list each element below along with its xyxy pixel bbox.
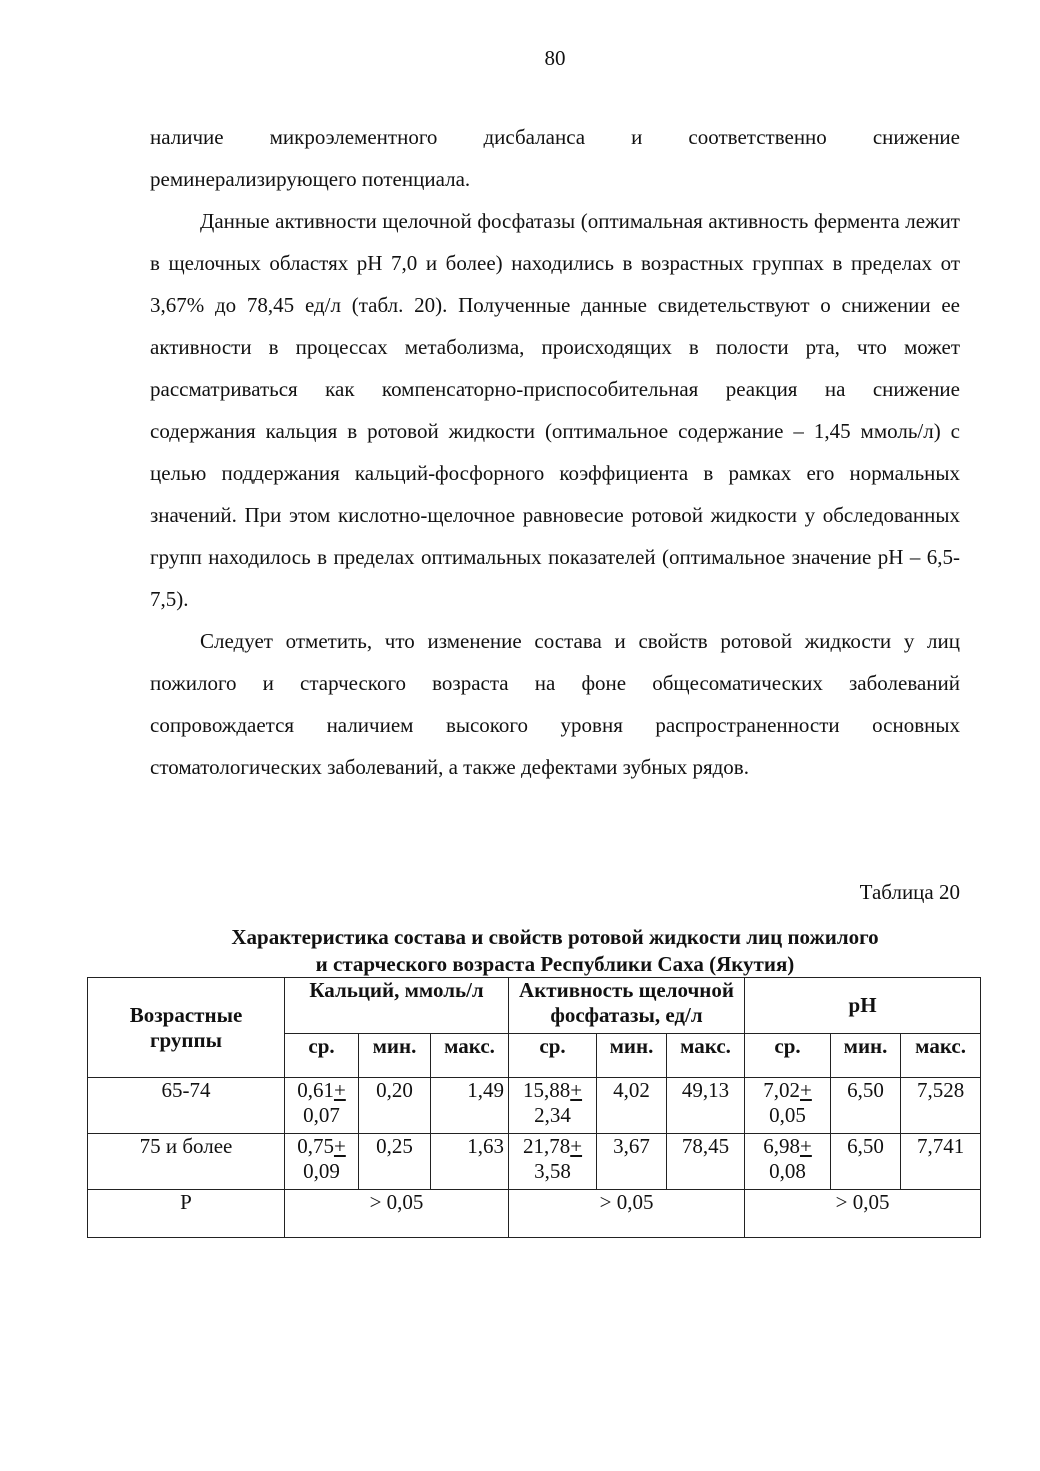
cell-p-ph: > 0,05 xyxy=(745,1190,981,1238)
cell-calcium-max: 1,49 xyxy=(431,1078,509,1134)
subheader-min: мин. xyxy=(359,1034,431,1078)
table-row xyxy=(88,1078,981,1134)
body-text xyxy=(150,116,960,788)
header-calcium: Кальций, ммоль/л xyxy=(285,978,509,1034)
cell-calcium-max: 1,63 xyxy=(431,1134,509,1190)
table-title xyxy=(150,924,960,978)
cell-ph-max: 7,528 xyxy=(901,1078,981,1134)
cell-calcium-min: 0,25 xyxy=(359,1134,431,1190)
cell-ph-mean: 6,98+ 0,08 xyxy=(745,1134,831,1190)
cell-alp-min: 3,67 xyxy=(597,1134,667,1190)
subheader-min: мин. xyxy=(831,1034,901,1078)
cell-ph-min: 6,50 xyxy=(831,1134,901,1190)
cell-p-calcium: > 0,05 xyxy=(285,1190,509,1238)
table-title-line-1: Характеристика состава и свойств ротовой жидкости лиц пожилого xyxy=(231,925,879,949)
cell-alp-mean: 21,78+ 3,58 xyxy=(509,1134,597,1190)
cell-ph-max: 7,741 xyxy=(901,1134,981,1190)
paragraph-1: наличие микроэлементного дисбаланса и соответственно снижение реминерализирующего потенциала. xyxy=(150,125,960,191)
table-row xyxy=(88,1134,981,1190)
header-alkaline-phosphatase: Активность щелочной фосфатазы, ед/л xyxy=(509,978,745,1034)
cell-calcium-min: 0,20 xyxy=(359,1078,431,1134)
cell-alp-max: 78,45 xyxy=(667,1134,745,1190)
page-number: 80 xyxy=(544,46,566,70)
cell-ph-mean: 7,02+ 0,05 xyxy=(745,1078,831,1134)
data-table xyxy=(87,977,981,1238)
subheader-min: мин. xyxy=(597,1034,667,1078)
subheader-max: макс. xyxy=(667,1034,745,1078)
cell-age-group: 65-74 xyxy=(88,1078,285,1134)
subheader-mean: ср. xyxy=(509,1034,597,1078)
subheader-max: макс. xyxy=(901,1034,981,1078)
table-row-p-value xyxy=(88,1190,981,1238)
cell-calcium-mean: 0,75+ 0,09 xyxy=(285,1134,359,1190)
subheader-mean: ср. xyxy=(285,1034,359,1078)
subheader-max: макс. xyxy=(431,1034,509,1078)
cell-alp-min: 4,02 xyxy=(597,1078,667,1134)
cell-calcium-mean: 0,61+ 0,07 xyxy=(285,1078,359,1134)
cell-ph-min: 6,50 xyxy=(831,1078,901,1134)
header-ph: рН xyxy=(745,978,981,1034)
subheader-mean: ср. xyxy=(745,1034,831,1078)
paragraph-2: Данные активности щелочной фосфатазы (оптимальная активность фермента лежит в щелочных областях рН 7,0 и более) находились в возрастных группах в пределах от 3,67% до 78,45 ед/л (табл. 20). Полученные данные свидетельствуют о снижении ее активности в процессах метаболизма, происходящих в полости рта, что может рассматриваться как компенсаторно-приспособительная реакция на снижение содержания кальция в ротовой жидкости (оптимальное содержание – 1,45 ммоль/л) с целью поддержания кальций-фосфорного коэффициента в рамках его нормальных значений. При этом кислотно-щелочное равновесие ротовой жидкости у обследованных групп находилось в пределах оптимальных показателей (оптимальное значение рН – 6,5-7,5). xyxy=(150,209,960,611)
table-title-line-2: и старческого возраста Республики Саха (Якутия) xyxy=(315,952,795,976)
cell-alp-mean: 15,88+ 2,34 xyxy=(509,1078,597,1134)
cell-p-label: Р xyxy=(88,1190,285,1238)
paragraph-3: Следует отметить, что изменение состава и свойств ротовой жидкости у лиц пожилого и старческого возраста на фоне общесоматических заболеваний сопровождается наличием высокого уровня распространенности основных стоматологических заболеваний, а также дефектами зубных рядов. xyxy=(150,629,960,779)
cell-p-alp: > 0,05 xyxy=(509,1190,745,1238)
header-age-groups: Возрастные группы xyxy=(88,978,285,1078)
table-caption: Таблица 20 xyxy=(859,880,960,904)
cell-alp-max: 49,13 xyxy=(667,1078,745,1134)
cell-age-group: 75 и более xyxy=(88,1134,285,1190)
